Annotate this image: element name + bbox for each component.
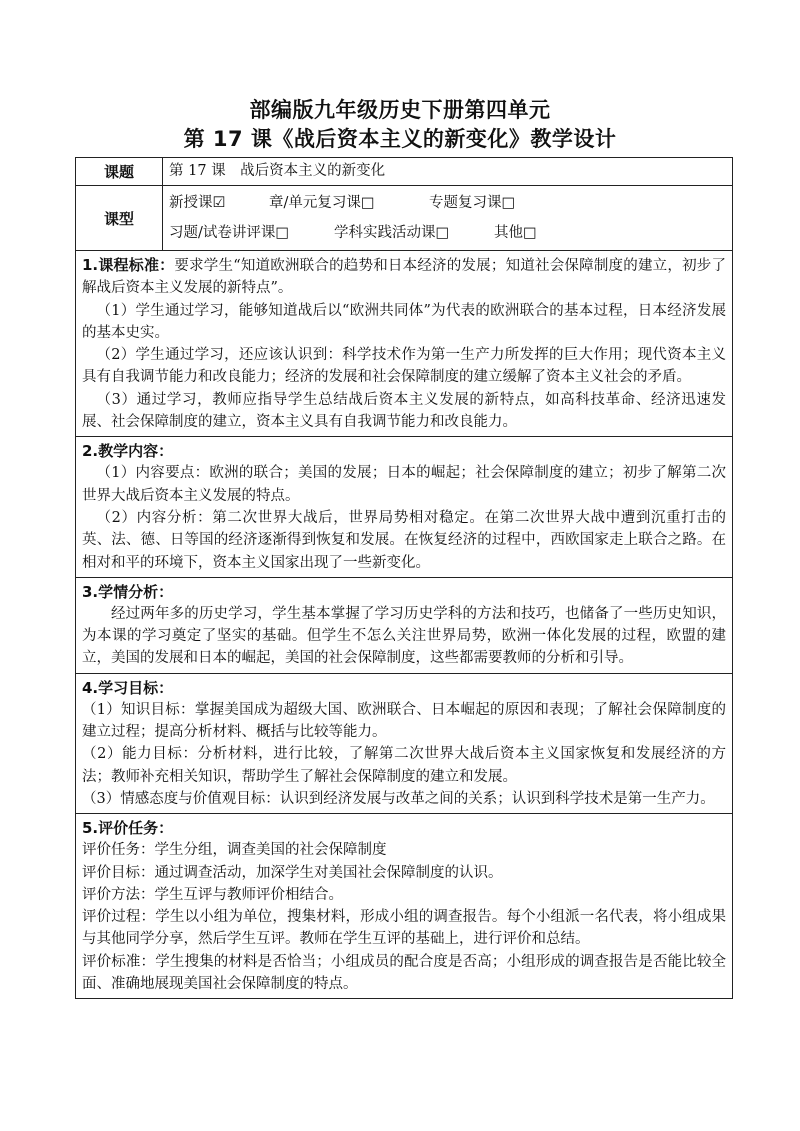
type-option-exercise-review[interactable]: 习题/试卷讲评课□ — [169, 225, 290, 241]
section-4-para-3: （3）情感态度与价值观目标：认识到经济发展与改革之间的关系；认识到科学技术是第一生产力。 — [82, 790, 715, 807]
section-4-para-2: （2）能力目标：分析材料，进行比较，了解第二次世界大战后资本主义国家恢复和发展经济的方法；教师补充相关知识，帮助学生了解社会保障制度的建立和发展。 — [82, 746, 726, 785]
section-4-body — [76, 674, 732, 813]
section-5-para-2: 评价目标：通过调查活动，加深学生对美国社会保障制度的认识。 — [82, 864, 503, 881]
section-1-para-1: （1）学生通过学习，能够知道战后以“欧洲共同体”为代表的欧洲联合的基本过程，日本经济发展的基本史实。 — [82, 302, 726, 341]
section-5-para-4: 评价过程：学生以小组为单位，搜集材料，形成小组的调查报告。每个小组派一名代表，将小组成果与其他同学分享，然后学生互评。教师在学生互评的基础上，进行评价和总结。 — [82, 909, 726, 948]
type-option-other[interactable]: 其他□ — [494, 225, 537, 241]
document-title: 部编版九年级历史下册第四单元 — [249, 98, 551, 122]
section-5-para-1: 评价任务：学生分组，调查美国的社会保障制度 — [82, 842, 387, 859]
section-2-para-1: （1）内容要点：欧洲的联合；美国的发展；日本的崛起；社会保障制度的建立；初步了解第二次世界大战后资本主义发展的特点。 — [82, 465, 726, 504]
section-1-lead: 要求学生“知道欧洲联合的趋势和日本经济的发展；知道社会保障制度的建立，初步了解战后资本主义发展的新特点”。 — [82, 258, 726, 297]
topic-value: 第 17 课 战后资本主义的新变化 — [169, 163, 386, 179]
section-1-para-3: （3）通过学习，教师应指导学生总结战后资本主义发展的新特点，如高科技革命、经济迅速发展、社会保障制度的建立，资本主义具有自我调节能力和改良能力。 — [82, 391, 726, 431]
topic-cell — [163, 158, 733, 186]
section-3-body — [76, 578, 732, 673]
section-4-para-1: （1）知识目标：掌握美国成为超级大国、欧洲联合、日本崛起的原因和表现；了解社会保障制度的建立过程；提高分析材料、概括与比较等能力。 — [82, 701, 726, 741]
section-1-para-2: （2）学生通过学习，还应该认识到：科学技术作为第一生产力所发挥的巨大作用；现代资本主义具有自我调节能力和改良能力；经济的发展和社会保障制度的建立缓解了资本主义社会的矛盾。 — [82, 347, 726, 386]
topic-label: 课题 — [76, 158, 163, 186]
type-option-new-lesson[interactable]: 新授课☑ — [169, 195, 226, 211]
lesson-type-cell — [163, 186, 733, 251]
section-assessment-tasks — [76, 814, 733, 999]
section-teaching-content — [76, 437, 733, 577]
type-option-practice-activity[interactable]: 学科实践活动课□ — [334, 225, 450, 241]
section-3-heading: 3.学情分析： — [82, 582, 174, 601]
section-2-body — [76, 437, 732, 576]
topic-row — [76, 158, 733, 186]
lesson-type-label: 课型 — [76, 186, 163, 251]
section-5-heading: 5.评价任务： — [82, 819, 174, 838]
section-learner-analysis — [76, 577, 733, 673]
section-curriculum-standard — [76, 251, 733, 437]
section-learning-objectives — [76, 673, 733, 813]
section-4-heading: 4.学习目标： — [82, 678, 174, 697]
lesson-title: 第 17 课《战后资本主义的新变化》教学设计 — [183, 127, 617, 151]
section-2-para-2: （2）内容分析：第二次世界大战后，世界局势相对稳定。在第二次世界大战中遭到沉重打击的英、法、德、日等国的经济逐渐得到恢复和发展。在恢复经济的过程中，西欧国家走上联合之路。在相对和平的环境下，资本主义国家出现了一些新变化。 — [82, 509, 726, 571]
lesson-type-row — [76, 186, 733, 251]
section-5-para-5: 评价标准：学生搜集的材料是否恰当；小组成员的配合度是否高；小组形成的调查报告是否能比较全面、准确地展现美国社会保障制度的特点。 — [82, 953, 726, 993]
section-5-body — [76, 814, 732, 998]
section-3-para-1: 经过两年多的历史学习，学生基本掌握了学习历史学科的方法和技巧，也储备了一些历史知识，为本课的学习奠定了坚实的基础。但学生不怎么关注世界局势，欧洲一体化发展的过程，欧盟的建立，美国的发展和日本的崛起，美国的社会保障制度，这些都需要教师的分析和引导。 — [82, 605, 726, 667]
type-option-topic-review[interactable]: 专题复习课□ — [429, 195, 516, 211]
section-2-heading: 2.教学内容： — [82, 442, 174, 461]
section-1-body — [76, 251, 732, 436]
section-5-para-3: 评价方法：学生互评与教师评价相结合。 — [82, 886, 343, 903]
lesson-type-line-2 — [163, 218, 732, 248]
lesson-type-line-1 — [163, 186, 732, 218]
lesson-plan-table — [75, 157, 733, 999]
type-option-unit-review[interactable]: 章/单元复习课□ — [269, 195, 375, 211]
section-1-heading: 1.课程标准： — [82, 256, 175, 274]
